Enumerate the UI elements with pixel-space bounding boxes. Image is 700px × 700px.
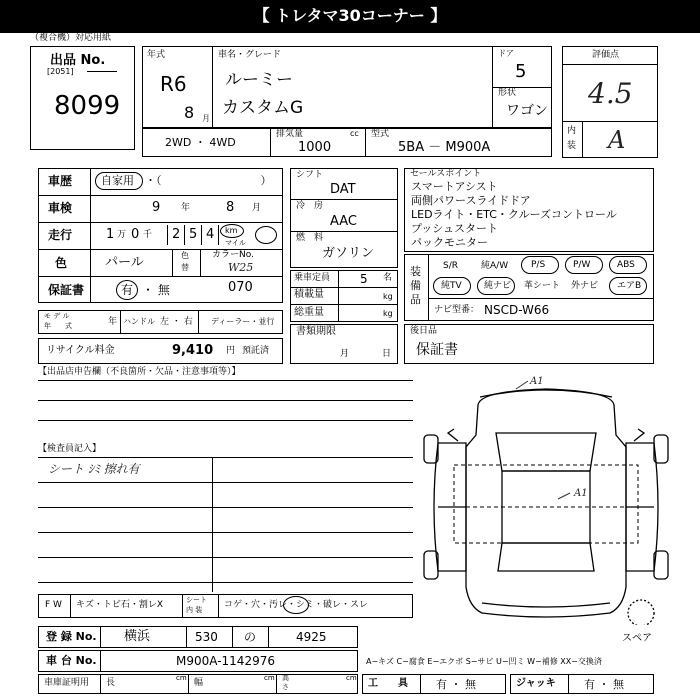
- handle-label: ハンドル: [123, 317, 155, 326]
- shape-value: ワゴン: [506, 103, 548, 119]
- shaken-month: 8: [226, 200, 235, 215]
- docs-label: 書類期限: [296, 326, 336, 337]
- docs-month: 月: [340, 349, 350, 359]
- equip-abs: ABS: [617, 260, 635, 270]
- interior-value: A: [608, 126, 626, 154]
- equip-ps: P/S: [531, 260, 546, 270]
- cc-value: 1000: [298, 140, 332, 155]
- sales-point-4: プッシュスタート: [411, 222, 499, 235]
- registration-kana: の: [244, 630, 257, 644]
- registration-class: 530: [195, 630, 218, 644]
- damage-mark-2: A1: [574, 488, 588, 499]
- header-title: 【 トレタマ30コーナー 】: [253, 6, 447, 25]
- load-unit: kg: [383, 292, 393, 301]
- equip-ext-navi: 外ナビ: [571, 281, 599, 291]
- mileage-man-unit: 万: [117, 230, 127, 240]
- car-diagram: [418, 375, 673, 625]
- tools-value: 有 ・ 無: [436, 678, 476, 691]
- model-value: 5BA － M900A: [398, 140, 491, 155]
- color-label: 色: [55, 256, 68, 270]
- shape-label: 形状: [498, 88, 517, 98]
- sales-point-5: バックモニター: [411, 236, 488, 249]
- model-year-label-2: 年 式: [44, 322, 72, 330]
- equip-sr: S/R: [443, 261, 458, 271]
- garage-height-label-1: 高: [282, 674, 289, 682]
- year-value: R6: [160, 72, 187, 96]
- car-grade: カスタムG: [222, 98, 304, 118]
- lot-number: 8099: [54, 91, 121, 121]
- shaken-year-unit: 年: [181, 203, 191, 213]
- recycle-note: 預託済: [242, 346, 270, 356]
- inspector-note: シート ｼﾐ 擦れ有: [48, 462, 140, 476]
- after-items-label: 後日品: [410, 326, 438, 336]
- score-value: 4.5: [588, 77, 633, 110]
- color-no-value: 070: [228, 280, 253, 295]
- car-name: ルーミー: [225, 70, 293, 90]
- cc-label: 排気量: [276, 129, 304, 139]
- interior-label-2: 装: [567, 141, 577, 151]
- door-value: 5: [515, 61, 527, 82]
- model-year-label-1: モ デ ル: [44, 312, 70, 320]
- gross-label: 総重量: [294, 307, 324, 318]
- color-no-label: カラーNo.: [212, 250, 254, 260]
- load-label: 積載量: [294, 289, 324, 300]
- inspector-label: 【検査員記入】: [38, 444, 102, 454]
- door-label: ドア: [498, 49, 514, 58]
- shaken-year: 9: [152, 200, 161, 215]
- garage-long-label: 長: [106, 678, 116, 688]
- mileage-man: 1: [106, 227, 115, 242]
- equip-airbag: エアB: [617, 281, 642, 291]
- recycle-unit: 円: [226, 346, 236, 356]
- reki-value: 自家用: [101, 174, 134, 187]
- shaken-month-unit: 月: [252, 203, 262, 213]
- equip-navi: 純ナビ: [484, 281, 512, 291]
- mileage-digit-2: 2: [172, 227, 181, 242]
- garage-height-unit: cm: [346, 674, 357, 682]
- fw-interior-label-2: 内 装: [186, 606, 203, 614]
- navi-label: ナビ型番：: [434, 305, 480, 315]
- fw-interior-value: コゲ・穴・汚レ・シミ・破レ・スレ: [224, 600, 369, 610]
- chassis-label: 車 台 No.: [46, 654, 97, 667]
- color-no-hand: W25: [228, 261, 254, 274]
- garage-width-label: 幅: [194, 678, 204, 688]
- score-label: 評価点: [592, 50, 620, 60]
- garage-height-label-2: さ: [282, 683, 289, 691]
- fuel-value: ガソリン: [322, 246, 375, 261]
- chassis-value: M900A-1142976: [176, 654, 275, 668]
- dealer-label: ディーラー・並行: [211, 317, 275, 326]
- jack-value: 有 ・ 無: [584, 678, 624, 691]
- cc-unit: cc: [350, 129, 359, 138]
- capacity-value: 5: [360, 272, 368, 286]
- registration-number: 4925: [296, 630, 327, 644]
- month-value: 8: [184, 103, 195, 122]
- sales-point-3: LEDライト・ETC・クルーズコントロール: [411, 208, 617, 221]
- mileage-label: 走行: [48, 228, 73, 242]
- equip-leather: 革シート: [524, 281, 561, 291]
- shift-label: シフト: [296, 170, 324, 180]
- recycle-label: リサイクル料金: [46, 345, 115, 356]
- warranty-yes: 有: [121, 283, 134, 297]
- report-label: 【出品店申告欄（不良箇所・欠品・注意事項等）】: [38, 367, 241, 377]
- stain-circle: [283, 596, 309, 614]
- garage-long-unit: cm: [176, 674, 187, 682]
- handle-value: 左 ・ 右: [160, 317, 193, 327]
- model-label: 型式: [371, 129, 390, 139]
- mileage-digit-1: 0: [131, 227, 140, 242]
- lot-sub: [2051]: [47, 67, 74, 76]
- mileage-check-circle: [255, 226, 277, 244]
- recolor-label-2: 替: [181, 263, 189, 272]
- km-label: km: [225, 226, 238, 235]
- damage-legend: A−キズ C−腐食 E−エクボ S−サビ U−凹ミ W−補修 XX−交換済: [366, 657, 602, 666]
- fuel-label: 燃 料: [296, 233, 324, 243]
- equip-pw: P/W: [573, 260, 591, 270]
- registration-label: 登 録 No.: [46, 630, 97, 643]
- equip-tv: 純TV: [441, 281, 462, 291]
- interior-label-1: 内: [567, 126, 577, 136]
- capacity-unit: 名: [383, 273, 393, 283]
- warranty-label: 保証書: [48, 283, 85, 297]
- registration-place: 横浜: [124, 629, 151, 644]
- lot-label: 出品 No.: [50, 53, 106, 68]
- year-label: 年式: [147, 50, 166, 60]
- spare-label: スペア: [622, 633, 652, 644]
- fw-label: F W: [45, 600, 62, 610]
- equipment-label-2: 備: [410, 279, 421, 292]
- recycle-amount: 9,410: [172, 343, 214, 358]
- navi-model: NSCD-W66: [484, 303, 550, 317]
- equipment-label-3: 品: [410, 293, 421, 306]
- top-note: （複合機）対応用紙: [30, 33, 112, 43]
- jack-label: ジャッキ: [516, 678, 556, 689]
- gross-unit: kg: [383, 309, 393, 318]
- fw-interior-label-1: シート: [186, 596, 207, 604]
- tools-label: 工 具: [368, 678, 408, 689]
- mileage-digit-4: 4: [206, 227, 215, 242]
- fw-value: キズ・トビ石・割レX: [76, 600, 163, 610]
- docs-day: 日: [382, 349, 392, 359]
- drive-value: 2WD ・ 4WD: [165, 136, 236, 149]
- sales-point-1: スマートアシスト: [411, 180, 498, 193]
- cooler-label: 冷 房: [296, 201, 324, 211]
- cooler-value: AAC: [330, 214, 357, 229]
- sales-points-label: セールスポイント: [410, 169, 482, 179]
- sales-point-2: 両側パワースライドドア: [411, 194, 531, 207]
- model-year-unit: 年: [108, 317, 118, 327]
- reki-rest: ・（ ）: [145, 174, 272, 187]
- warranty-rest: ・ 無: [142, 283, 170, 297]
- shaken-label: 車検: [48, 201, 73, 215]
- garage-label: 車庫証明用: [44, 678, 90, 688]
- damage-mark-1: A1: [530, 376, 544, 387]
- recolor-label-1: 色: [181, 251, 189, 260]
- capacity-label: 乗車定員: [294, 273, 331, 283]
- name-label: 車名・グレード: [218, 50, 282, 60]
- after-items-value: 保証書: [416, 342, 458, 358]
- mileage-digit-3: 5: [189, 227, 198, 242]
- shift-value: DAT: [330, 182, 356, 197]
- month-unit: 月: [202, 114, 210, 123]
- reki-label: 車歴: [48, 174, 73, 188]
- color-value: パール: [105, 255, 144, 270]
- mile-label: マイル: [225, 239, 246, 247]
- equipment-label-1: 装: [410, 265, 421, 278]
- garage-width-unit: cm: [264, 674, 275, 682]
- mileage-thousand-unit: 千: [143, 230, 153, 240]
- equip-alloy: 純A/W: [481, 261, 509, 271]
